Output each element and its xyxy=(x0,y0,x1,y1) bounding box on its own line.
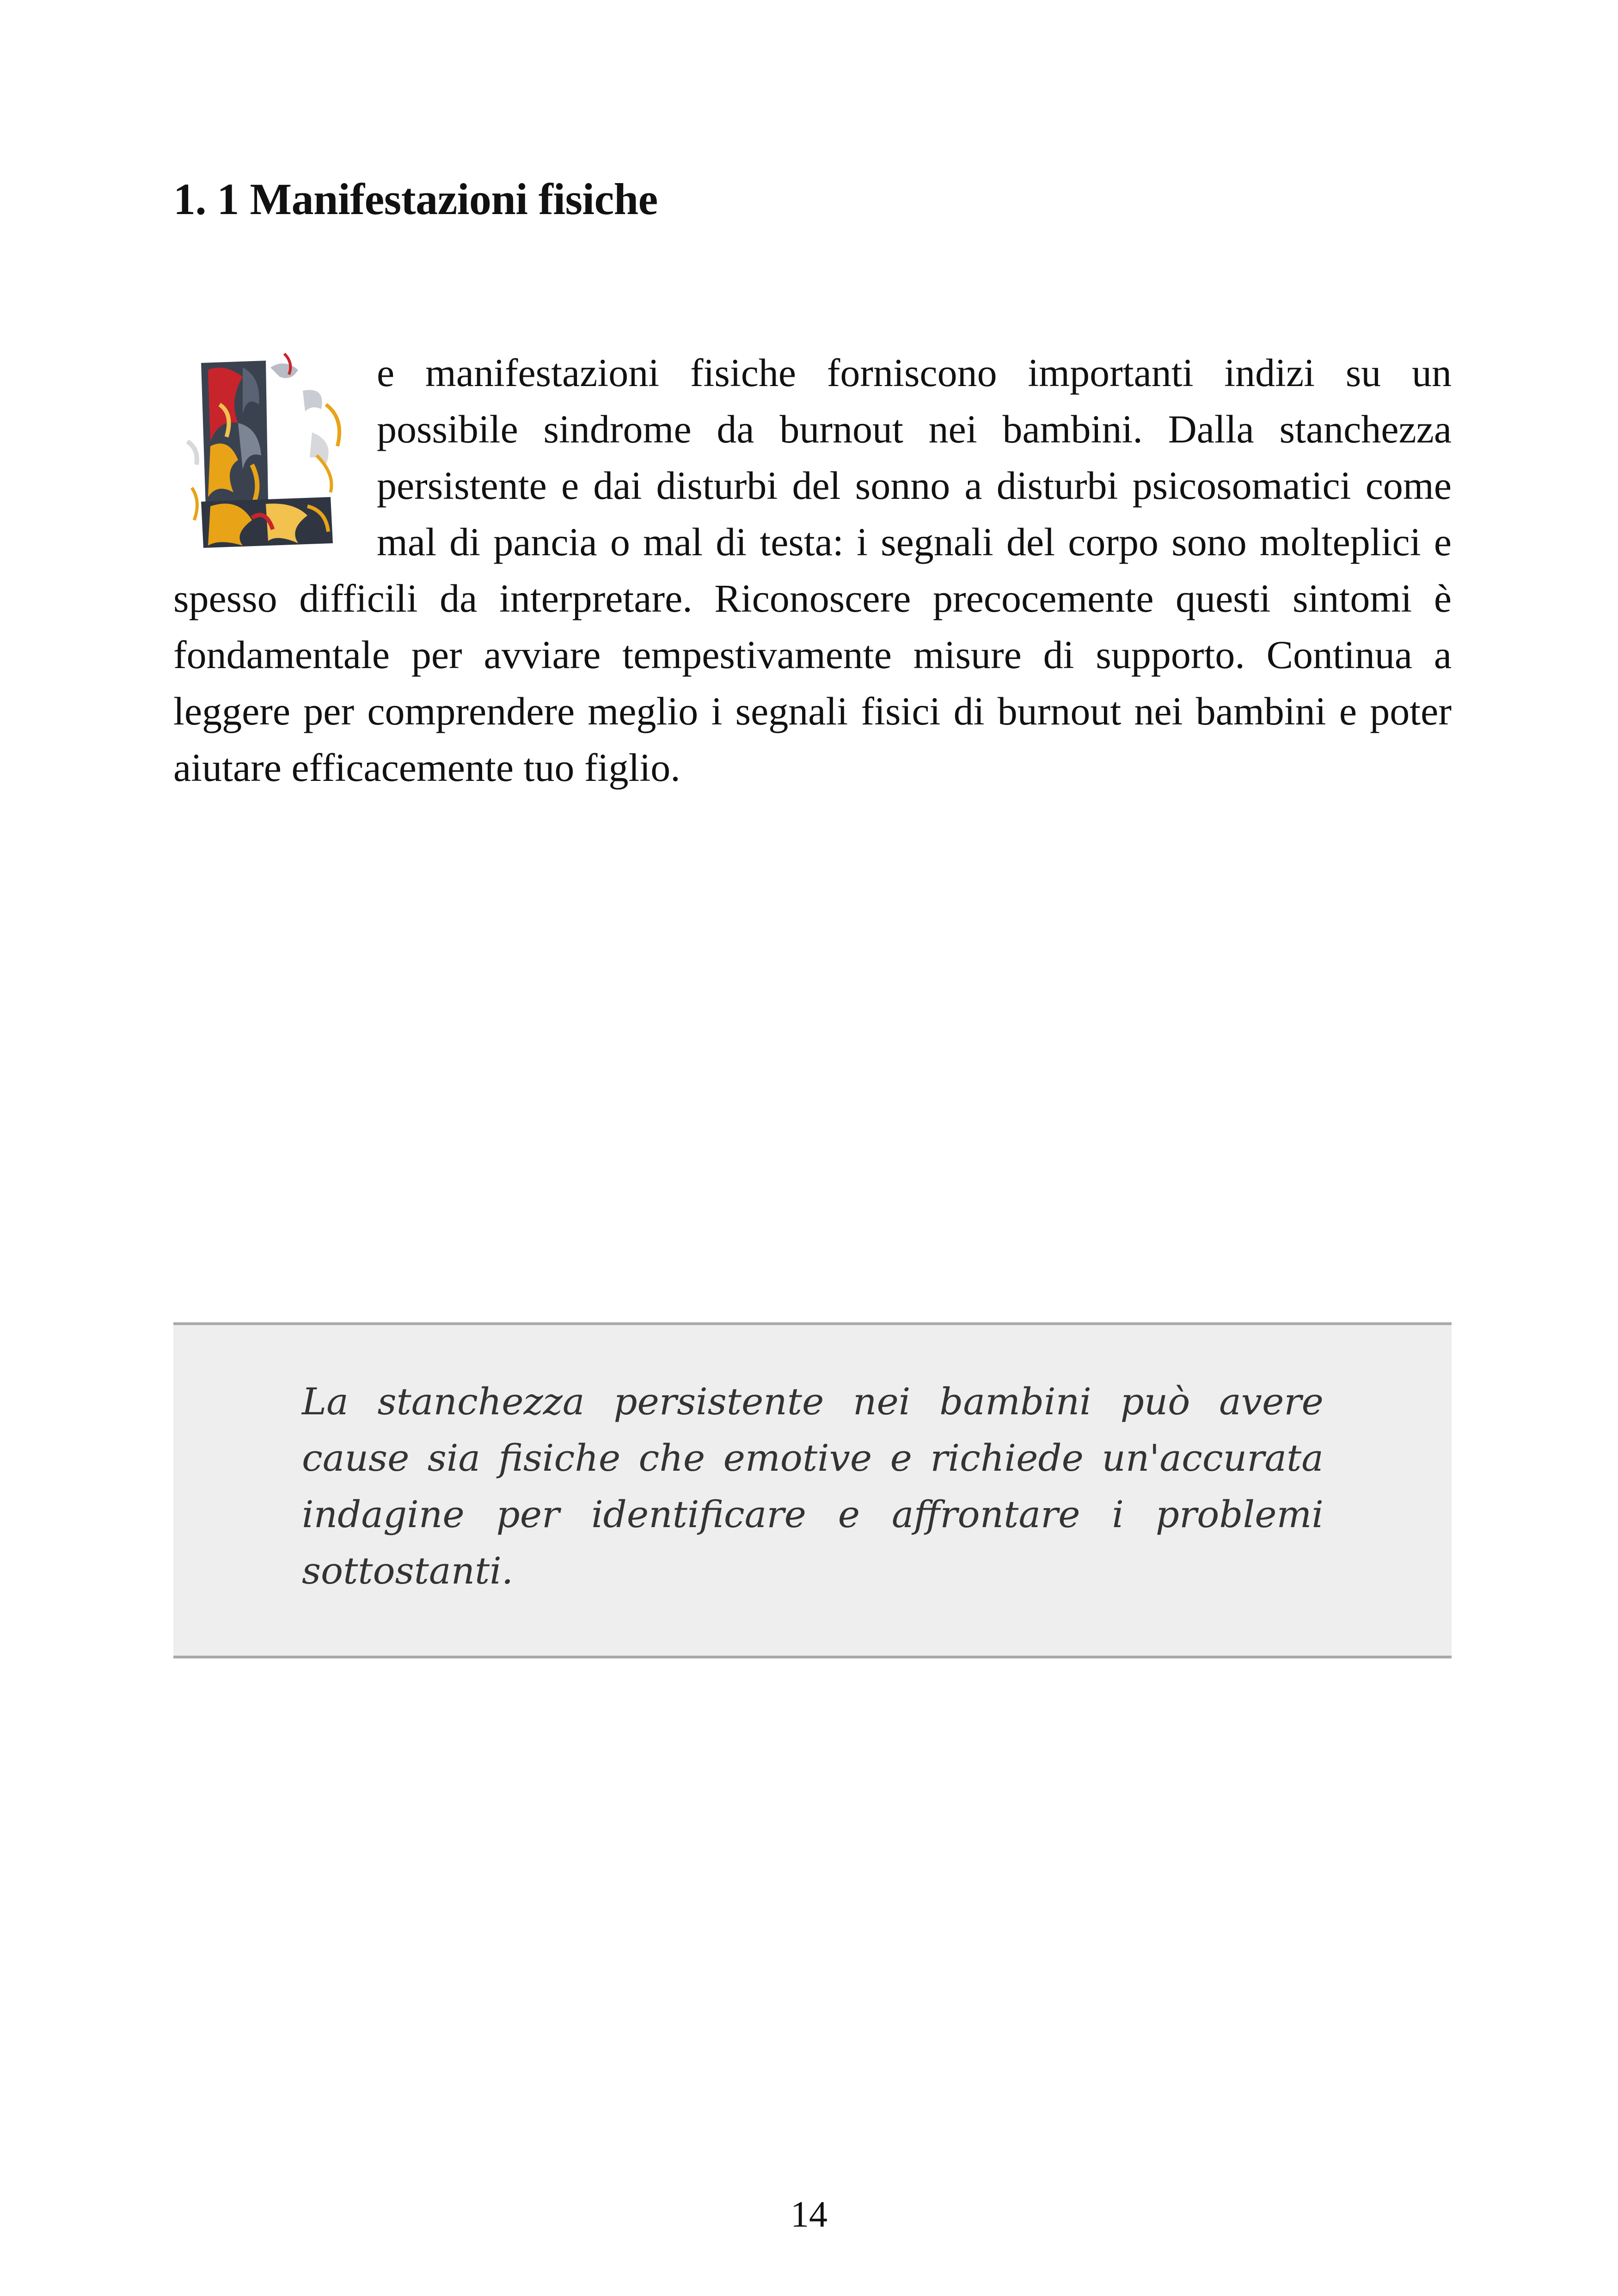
intro-paragraph-text: e manifestazioni fisiche forniscono importanti indizi su un possibile sindrome da burnout nei bambini. Dalla stanchezza persistente e dai disturbi del sonno a disturbi psicosomatici come mal di pancia o mal di testa: i segnali del corpo sono molteplici e spesso difficili da interpretare. Riconoscere precocemente questi sintomi è fondamentale per avviare tempestivamente misure di supporto. Continua a leggere per comprendere meglio i segnali fisici di burnout nei bambini e poter aiutare efficacemente tuo figlio. xyxy=(173,350,1452,790)
section-heading: 1. 1 Manifestazioni fisiche xyxy=(173,174,658,224)
drop-cap-l-icon xyxy=(173,349,356,559)
callout-box xyxy=(173,1322,1452,1658)
page-number: 14 xyxy=(791,2194,827,2235)
intro-paragraph xyxy=(173,344,1452,796)
callout-text: La stanchezza persistente nei bambini può avere cause sia fisiche che emotive e richiede un'accurata indagine per identificare e affrontare i problemi sottostanti. xyxy=(302,1380,1324,1592)
